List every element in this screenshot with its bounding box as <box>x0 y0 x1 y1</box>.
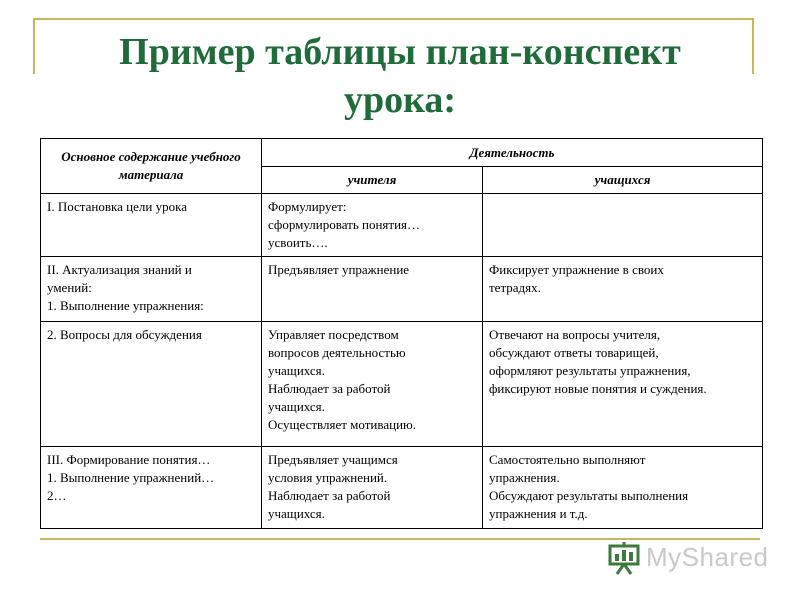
cell-teacher <box>262 257 483 322</box>
cell-line: Предъявляет учащимся <box>268 452 398 467</box>
slide-title-line-1: Пример таблицы план-конспект <box>119 31 681 73</box>
header-content: Основное содержание учебного материала <box>41 139 262 194</box>
cell-content <box>41 447 262 529</box>
cell-line: обсуждают ответы товарищей, <box>489 345 659 360</box>
cell-line: вопросов деятельностью <box>268 345 406 360</box>
cell-teacher <box>262 194 483 257</box>
cell-line: Фиксирует упражнение в своих <box>489 262 664 277</box>
myshared-logo[interactable] <box>606 540 776 580</box>
header-students: учащихся <box>483 167 763 194</box>
cell-content <box>41 257 262 322</box>
cell-teacher <box>262 447 483 529</box>
frame-left-line <box>33 18 35 74</box>
cell-line: сформулировать понятия… <box>268 217 421 232</box>
cell-line: учащихся. <box>268 506 325 521</box>
cell-content <box>41 322 262 447</box>
cell-line: учащихся. <box>268 399 325 414</box>
cell-line: упражнения и т.д. <box>489 506 588 521</box>
cell-line: Наблюдает за работой <box>268 381 391 396</box>
cell-teacher <box>262 322 483 447</box>
cell-line: Самостоятельно выполняют <box>489 452 646 467</box>
table-header-row <box>41 139 763 167</box>
header-teacher: учителя <box>262 167 483 194</box>
cell-line: Формулирует: <box>268 199 347 214</box>
cell-line: III. Формирование понятия… <box>47 452 211 467</box>
cell-students <box>483 194 763 257</box>
cell-line: Предъявляет упражнение <box>268 262 410 277</box>
cell-line: 2… <box>47 488 67 503</box>
cell-line: Отвечают на вопросы учителя, <box>489 327 661 342</box>
cell-students <box>483 447 763 529</box>
cell-line: учащихся. <box>268 363 325 378</box>
cell-line: умений: <box>47 280 92 295</box>
slide-title <box>40 28 760 124</box>
cell-line: I. Постановка цели урока <box>47 199 187 214</box>
cell-line: тетрадях. <box>489 280 541 295</box>
cell-students <box>483 257 763 322</box>
frame-top-line <box>33 18 753 20</box>
cell-line: 2. Вопросы для обсуждения <box>47 327 202 342</box>
logo-text: MyShared <box>646 542 769 572</box>
cell-line: 1. Выполнение упражнений… <box>47 470 215 485</box>
cell-line: фиксируют новые понятия и суждения. <box>489 381 707 396</box>
cell-line: Управляет посредством <box>268 327 399 342</box>
presentation-board-icon <box>606 540 642 576</box>
cell-line: Наблюдает за работой <box>268 488 391 503</box>
cell-line: II. Актуализация знаний и <box>47 262 192 277</box>
table-row <box>41 257 763 322</box>
cell-line: 1. Выполнение упражнения: <box>47 298 204 313</box>
cell-line: Осуществляет мотивацию. <box>268 417 416 432</box>
table-row <box>41 447 763 529</box>
cell-students <box>483 322 763 447</box>
table-row <box>41 194 763 257</box>
header-activity: Деятельность <box>262 139 763 167</box>
cell-line: оформляют результаты упражнения, <box>489 363 691 378</box>
table-row <box>41 322 763 447</box>
cell-content <box>41 194 262 257</box>
cell-line: Обсуждают результаты выполнения <box>489 488 689 503</box>
cell-line: условия упражнений. <box>268 470 388 485</box>
cell-line: упражнения. <box>489 470 560 485</box>
slide-title-line-2: урока: <box>343 79 457 121</box>
cell-line: усвоить…. <box>268 235 328 250</box>
lesson-plan-table <box>40 138 763 529</box>
